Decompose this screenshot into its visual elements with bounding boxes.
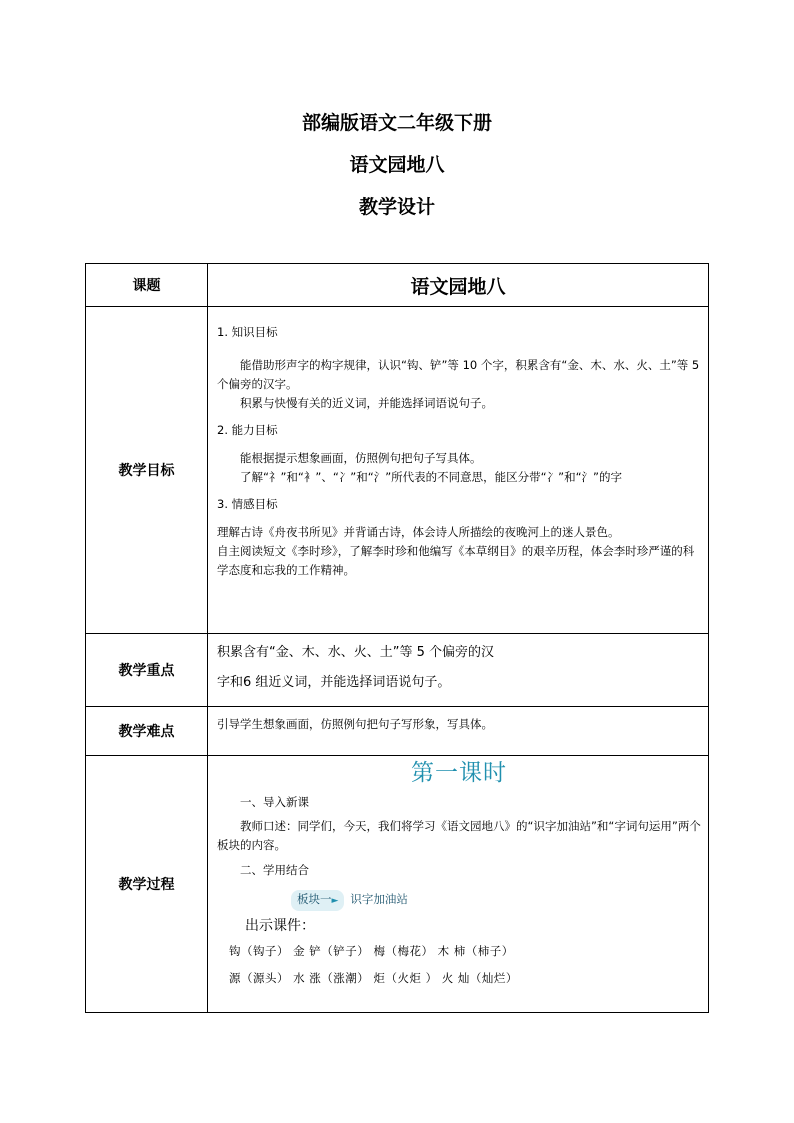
badge-arrow-icon: ►: [331, 896, 339, 906]
key-point-line-2: 字和6 组近义词，并能选择词语说句子。: [217, 675, 451, 690]
lesson-plan-table: [85, 263, 709, 1013]
step2-heading: 二、学用结合: [240, 863, 309, 877]
key-points-cell: [208, 634, 709, 707]
section-badge-label: 板块一: [297, 892, 332, 906]
topic-row: [86, 264, 709, 307]
emotion-goal-2: 自主阅读短文《李时珍》，了解李时珍和他编写《本草纲目》的艰辛历程，体会李时珍严谨的科学态度和忘我的工作精神。: [217, 544, 695, 577]
key-points-label: 教学重点: [86, 634, 208, 707]
topic-label: 课题: [86, 264, 208, 307]
document-title: 部编版语文二年级下册: [301, 112, 492, 134]
document-subtitle: 语文园地八: [349, 154, 445, 176]
ability-heading: 2. 能力目标: [217, 423, 278, 437]
key-point-line-1: 积累含有“金、木、水、火、土”等 5 个偏旁的汉: [217, 645, 495, 660]
emotion-heading: 3. 情感目标: [217, 497, 278, 511]
knowledge-goal-2: 积累与快慢有关的近义词，并能选择词语说句子。: [240, 396, 493, 410]
lesson-title: 第一课时: [411, 760, 507, 786]
section-badge-row: [291, 890, 701, 911]
step1-heading: 一、导入新课: [240, 795, 309, 809]
goals-label: 教学目标: [86, 307, 208, 634]
knowledge-heading: 1. 知识目标: [217, 325, 278, 339]
emotion-goal-1: 理解古诗《舟夜书所见》并背诵古诗，体会诗人所描绘的夜晚河上的迷人景色。: [217, 525, 620, 539]
section-badge-title: 识字加油站: [350, 892, 408, 906]
ability-goal-1: 能根据提示想象画面，仿照例句把句子写具体。: [240, 451, 482, 465]
courseware-label: 出示课件：: [245, 918, 315, 934]
difficulty-label: 教学难点: [86, 707, 208, 756]
process-label: 教学过程: [86, 756, 208, 1013]
ability-goal-2: 了解“礻”和“衤”、“冫”和“氵”所代表的不同意思，能区分带“冫”和“氵”的字: [240, 470, 622, 484]
key-points-row: [86, 634, 709, 707]
goals-cell: [208, 307, 709, 634]
process-cell: [208, 756, 709, 1013]
step1-text: 教师口述：同学们，今天，我们将学习《语文园地八》的“识字加油站”和“字词句运用”两个板块的内容。: [217, 819, 701, 852]
word-list-1: 钩（钩子） 金 铲（铲子） 梅（梅花） 木 柿（柿子）: [229, 944, 514, 958]
section-badge: [291, 890, 344, 911]
process-row: [86, 756, 709, 1013]
knowledge-goal-1: 能借助形声字的构字规律，认识“钩、铲”等 10 个字，积累含有“金、木、水、火、土”等 5 个偏旁的汉字。: [217, 358, 700, 391]
difficulty-cell: [208, 707, 709, 756]
document-type-title: 教学设计: [358, 196, 435, 218]
difficulty-row: [86, 707, 709, 756]
goals-row: [86, 307, 709, 634]
word-list-2: 源（源头） 水 涨（涨潮） 炬（火炬 ） 火 灿（灿烂）: [229, 971, 518, 985]
difficulty-text: 引导学生想象画面，仿照例句把句子写形象，写具体。: [217, 717, 493, 731]
topic-value: 语文园地八: [208, 264, 709, 307]
